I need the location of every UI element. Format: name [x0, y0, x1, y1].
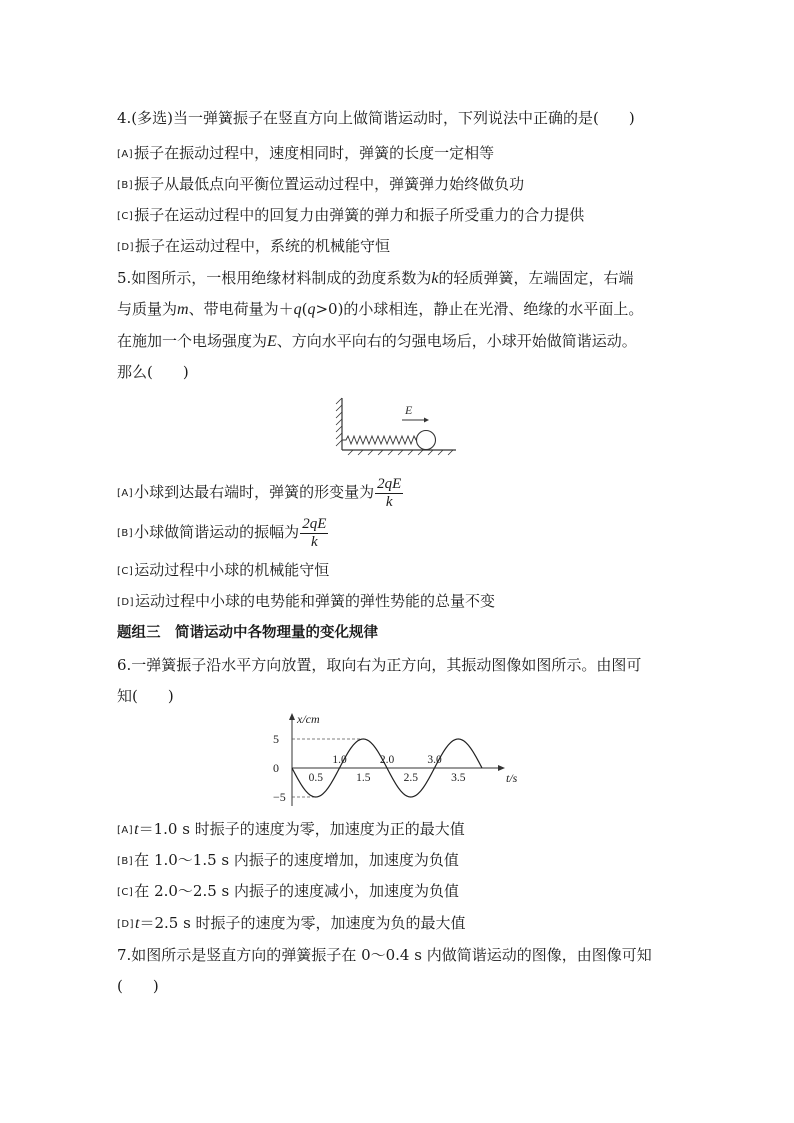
q5-stem-line2: 与质量为m、带电荷量为＋q(q>0)的小球相连，静止在光滑、绝缘的水平面上。 [117, 300, 644, 318]
section-heading: 题组三 简谐运动中各物理量的变化规律 [117, 625, 378, 641]
q4-option-d [117, 236, 390, 258]
y-tick-label: 5 [273, 732, 279, 746]
option-label: [C] [117, 211, 134, 222]
q5-stem-line3: 在施加一个电场强度为E、方向水平向右的匀强电场后，小球开始做简谐运动。 [117, 332, 637, 350]
option-label: [D] [117, 242, 135, 253]
spring-ball-figure [334, 394, 464, 456]
charged-ball [417, 431, 436, 450]
q4-option-a [117, 143, 494, 165]
option-text: 振子在运动过程中的回复力由弹簧的弹力和振子所受重力的合力提供 [134, 206, 585, 224]
q6-option-d: [D]t＝2.5 s 时振子的速度为零，加速度为负的最大值 [117, 914, 466, 932]
field-arrow [402, 418, 429, 423]
q6-option-a: [A]t＝1.0 s 时振子的速度为零，加速度为正的最大值 [117, 820, 465, 838]
q6-option-b: [B]在 1.0～1.5 s 内振子的速度增加，加速度为负值 [117, 851, 459, 869]
q7-stem-line2: ( ) [117, 977, 159, 995]
q4-option-b [117, 174, 524, 196]
q5-option-a: [A]小球到达最右端时，弹簧的形变量为 $\frac{2qE}{k}$ [117, 475, 402, 510]
x-tick-label: 3.0 [427, 754, 442, 766]
fraction: $\frac{2qE}{k}$ [302, 515, 327, 550]
x-tick-label: 0.5 [308, 772, 323, 784]
wall-hatching [336, 398, 342, 450]
q5-option-b: [B]小球做简谐运动的振幅为 $\frac{2qE}{k}$ [117, 515, 327, 550]
option-label: [A] [117, 149, 134, 160]
x-axis-label: t/s [506, 771, 518, 785]
q5-option-d: [D]运动过程中小球的电势能和弹簧的弹性势能的总量不变 [117, 592, 496, 610]
spring [342, 436, 417, 444]
option-text: 振子从最低点向平衡位置运动过程中，弹簧弹力始终做负功 [134, 175, 525, 193]
oscillation-chart [270, 710, 532, 810]
floor-hatching [342, 450, 456, 455]
option-text: 振子在运动过程中，系统的机械能守恒 [135, 237, 391, 255]
y-axis-label: x/cm [297, 712, 320, 726]
q5-option-c: [C]运动过程中小球的机械能守恒 [117, 561, 330, 579]
q6-option-c: [C]在 2.0～2.5 s 内振子的速度减小，加速度为负值 [117, 882, 460, 900]
x-tick-label: 1.0 [332, 754, 347, 766]
q4-option-c [117, 205, 584, 227]
y-tick-label: −5 [273, 790, 286, 804]
fraction: $\frac{2qE}{k}$ [377, 475, 402, 510]
x-tick-label: 3.5 [451, 772, 466, 784]
q5-stem-line4: 那么( ) [117, 363, 189, 381]
option-text: 振子在振动过程中，速度相同时，弹簧的长度一定相等 [134, 144, 495, 162]
x-tick-label: 2.5 [403, 772, 418, 784]
q5-stem-line1: 5.如图所示，一根用绝缘材料制成的劲度系数为k的轻质弹簧，左端固定，右端 [117, 269, 634, 287]
q6-stem-line2: 知( ) [117, 687, 174, 705]
y-tick-label: 0 [273, 761, 279, 775]
field-label: E [405, 403, 413, 417]
chart-axes [289, 713, 505, 806]
option-label: [B] [117, 180, 134, 191]
q6-stem-line1: 6.一弹簧振子沿水平方向放置，取向右为正方向，其振动图像如图所示。由图可 [117, 656, 642, 674]
x-tick-label: 1.5 [356, 772, 371, 784]
x-tick-label: 2.0 [379, 754, 395, 766]
q7-stem-line1: 7.如图所示是竖直方向的弹簧振子在 0～0.4 s 内做简谐运动的图像，由图像可知 [117, 946, 652, 964]
q4-stem: 4.(多选)当一弹簧振子在竖直方向上做简谐运动时，下列说法中正确的是( ) [117, 109, 635, 127]
